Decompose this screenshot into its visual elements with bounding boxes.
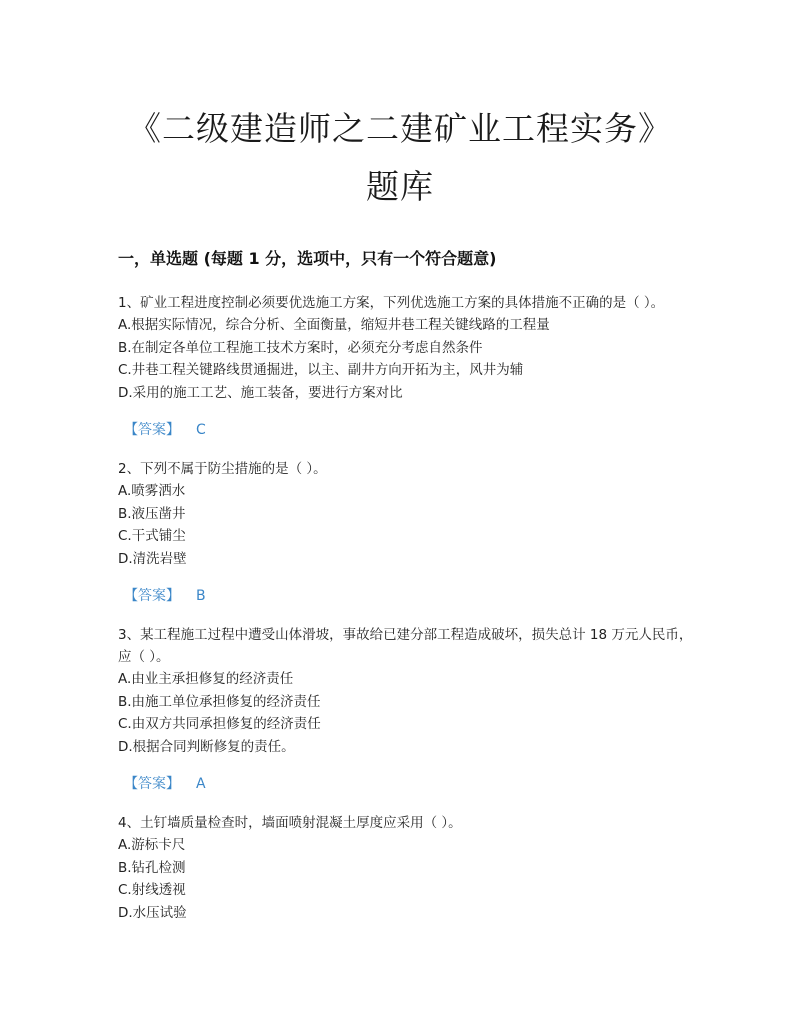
title-line-1: 《二级建造师之二建矿业工程实务》: [128, 109, 672, 148]
answer-row-3: [118, 772, 698, 796]
option-d: D.根据合同判断修复的责任。: [118, 738, 295, 755]
question-stem: 4、土钉墙质量检查时，墙面喷射混凝土厚度应采用（ ）。: [118, 815, 462, 831]
answer-label: 【答案】: [124, 588, 180, 604]
question-3: [118, 624, 698, 758]
answer-label: 【答案】: [124, 776, 180, 792]
option-b: B.钻孔检测: [118, 859, 186, 876]
option-d: D.水压试验: [118, 904, 187, 921]
question-stem: 2、下列不属于防尘措施的是（ ）。: [118, 461, 327, 477]
title-line-2: 题库: [366, 167, 434, 206]
question-4: [118, 812, 698, 924]
option-b: B.在制定各单位工程施工技术方案时，必须充分考虑自然条件: [118, 339, 483, 356]
option-d: D.清洗岩壁: [118, 550, 187, 567]
question-1: [118, 292, 698, 404]
option-b: B.由施工单位承担修复的经济责任: [118, 693, 321, 710]
answer-value: C: [196, 422, 206, 438]
answer-row-1: [118, 418, 698, 442]
answer-value: B: [196, 588, 206, 604]
option-d: D.采用的施工工艺、施工装备，要进行方案对比: [118, 384, 403, 401]
section-heading: 一，单选题 (每题 1 分，选项中，只有一个符合题意): [118, 249, 497, 268]
question-list: [118, 292, 698, 934]
option-list: [118, 314, 698, 404]
option-a: A.根据实际情况，综合分析、全面衡量，缩短井巷工程关键线路的工程量: [118, 317, 550, 333]
option-c: C.射线透视: [118, 882, 186, 898]
answer-label: 【答案】: [124, 422, 180, 438]
option-list: [118, 668, 698, 758]
question-2: [118, 458, 698, 570]
question-stem: 3、某工程施工过程中遭受山体滑坡，事故给已建分部工程造成破坏，损失总计 18 万元人民币，应（ ）。: [118, 627, 693, 665]
option-a: A.由业主承担修复的经济责任: [118, 671, 294, 687]
option-a: A.游标卡尺: [118, 837, 186, 853]
answer-row-2: [118, 584, 698, 608]
answer-value: A: [196, 776, 206, 792]
option-a: A.喷雾洒水: [118, 483, 186, 499]
option-c: C.干式铺尘: [118, 528, 186, 544]
option-c: C.由双方共同承担修复的经济责任: [118, 716, 321, 732]
option-b: B.液压凿井: [118, 505, 186, 522]
option-list: [118, 480, 698, 570]
document-title: [0, 100, 800, 216]
option-list: [118, 834, 698, 924]
question-stem: 1、矿业工程进度控制必须要优选施工方案，下列优选施工方案的具体措施不正确的是（ ）。: [118, 295, 665, 311]
option-c: C.井巷工程关键路线贯通掘进，以主、副井方向开拓为主，风井为辅: [118, 362, 524, 378]
